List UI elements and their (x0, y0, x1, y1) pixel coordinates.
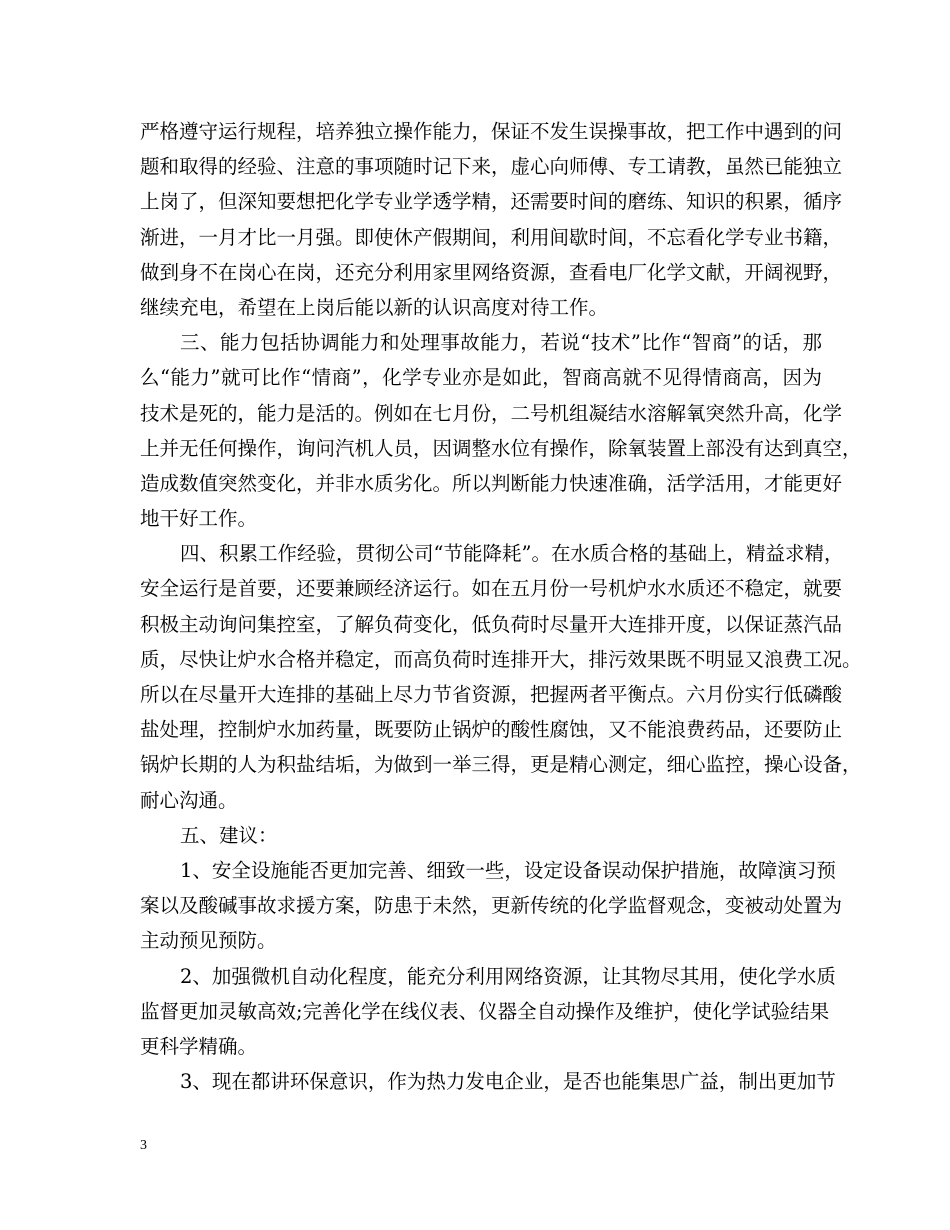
paragraph-start-line: 2、加强微机自动化程度，能充分利用网络资源，让其物尽其用，使化学水质 (180, 964, 836, 988)
text-line: 严格遵守运行规程，培养独立操作能力，保证不发生误操事故，把工作中遇到的问 (140, 120, 843, 143)
page-number: 3 (140, 1138, 147, 1153)
text-line: 么“能力”就可比作“情商”，化学专业亦是如此，智商高就不见得情商高，因为 (140, 366, 822, 390)
text-line: 锅炉长期的人为积盐结垢，为做到一举三得，更是精心测定，细心监控，操心设备， (140, 753, 862, 777)
text-line: 主动预见预防。 (140, 929, 277, 953)
paragraph-start-line: 三、能力包括协调能力和处理事故能力，若说“技术”比作“智商”的话，那 (180, 331, 822, 355)
paragraph-start-line: 3、现在都讲环保意识，作为热力发电企业，是否也能集思广益，制出更加节 (180, 1070, 836, 1094)
text-line: 耐心沟通。 (140, 788, 238, 812)
text-line: 积极主动询问集控室，了解负荷变化，低负荷时尽量开大连排开度，以保证蒸汽品 (140, 612, 843, 636)
text-line: 继续充电，希望在上岗后能以新的认识高度对待工作。 (140, 295, 609, 319)
text-line: 造成数值突然变化，并非水质劣化。所以判断能力快速准确，活学活用，才能更好 (140, 471, 843, 495)
paragraph-start-line: 四、积累工作经验，贯彻公司“节能降耗”。在水质合格的基础上，精益求精， (180, 542, 844, 566)
body-text (140, 114, 862, 1099)
paragraph-start-line: 1、安全设施能否更加完善、细致一些，设定设备误动保护措施，故障演习预 (180, 858, 836, 882)
text-line: 更科学精确。 (140, 1034, 258, 1058)
text-line: 做到身不在岗心在岗，还充分利用家里网络资源，查看电厂化学文献，开阔视野， (140, 260, 843, 284)
text-line: 题和取得的经验、注意的事项随时记下来，虚心向师傅、专工请教，虽然已能独立 (140, 155, 843, 179)
text-line: 质，尽快让炉水合格并稳定，而高负荷时连排开大，排污效果既不明显又浪费工况。 (140, 647, 862, 671)
text-line: 技术是死的，能力是活的。例如在七月份，二号机组凝结水溶解氧突然升高，化学 (140, 401, 843, 425)
text-line: 地干好工作。 (140, 507, 258, 531)
section-heading: 五、建议： (180, 823, 278, 847)
text-line: 渐进，一月才比一月强。即使休产假期间，利用间歇时间，不忘看化学专业书籍， (140, 225, 843, 249)
text-line: 上岗了，但深知要想把化学专业学透学精，还需要时间的磨练、知识的积累，循序 (140, 190, 843, 214)
text-line: 监督更加灵敏高效;完善化学在线仪表、仪器全自动操作及维护，使化学试验结果 (140, 999, 830, 1023)
text-line: 所以在尽量开大连排的基础上尽力节省资源，把握两者平衡点。六月份实行低磷酸 (140, 683, 843, 706)
text-line: 安全运行是首要，还要兼顾经济运行。如在五月份一号机炉水水质还不稳定，就要 (140, 577, 843, 601)
text-line: 上并无任何操作，询问汽机人员，因调整水位有操作，除氧装置上部没有达到真空， (140, 436, 862, 460)
text-line: 案以及酸碱事故求援方案，防患于未然，更新传统的化学监督观念，变被动处置为 (140, 894, 843, 918)
text-line: 盐处理，控制炉水加药量，既要防止锅炉的酸性腐蚀，又不能浪费药品，还要防止 (140, 718, 843, 742)
